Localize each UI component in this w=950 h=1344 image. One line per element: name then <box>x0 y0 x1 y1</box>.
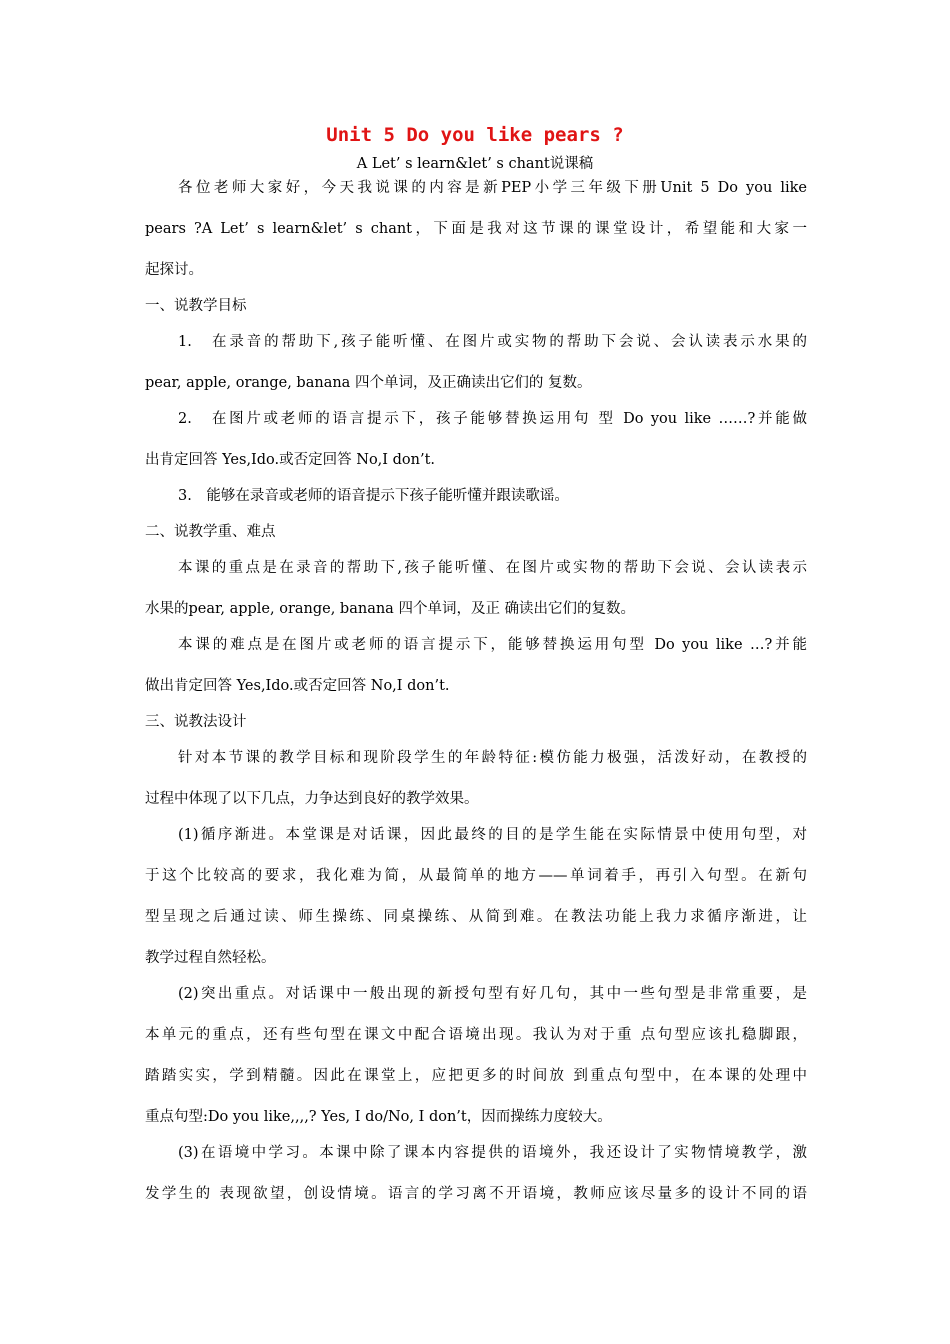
document-subtitle: A Let’ s learn&let’ s chant说课稿 <box>356 156 594 172</box>
key-point-line-2: 水果的pear, apple, orange, banana 四个单词，及正 确读出它们的复数。 <box>145 601 636 617</box>
objective-2-line-2: 出肯定回答 Yes,Ido.或否定回答 No,I don’t. <box>145 452 436 468</box>
objective-1-line-2: pear, apple, orange, banana 四个单词，及正确读出它们的 复数。 <box>145 375 592 391</box>
method-2-line-4: 重点句型:Do you like,,,,? Yes, I do/No, I don’t，因而操练力度较大。 <box>145 1109 612 1125</box>
methods-intro-line-1: 针对本节课的教学目标和现阶段学生的年龄特征:模仿能力极强，活泼好动，在教授的 <box>178 750 807 766</box>
difficulty-line-2: 做出肯定回答 Yes,Ido.或否定回答 No,I don’t. <box>145 678 450 694</box>
objective-1-line-1: 1. 在录音的帮助下,孩子能听懂、在图片或实物的帮助下会说、会认读表示水果的 <box>178 334 807 350</box>
method-2-line-2: 本单元的重点，还有些句型在课文中配合语境出现。我认为对于重 点句型应该扎稳脚跟， <box>145 1027 807 1043</box>
intro-line-3: 起探讨。 <box>145 262 203 278</box>
method-1-line-1: (1)循序渐进。本堂课是对话课，因此最终的目的是学生能在实际情景中使用句型，对 <box>178 827 807 843</box>
key-point-line-1: 本课的重点是在录音的帮助下,孩子能听懂、在图片或实物的帮助下会说、会认读表示 <box>178 560 807 576</box>
method-2-line-1: (2)突出重点。对话课中一般出现的新授句型有好几句，其中一些句型是非常重要，是 <box>178 986 807 1002</box>
section-heading-methods: 三、说教法设计 <box>145 714 247 730</box>
method-2-line-3: 踏踏实实，学到精髓。因此在课堂上，应把更多的时间放 到重点句型中，在本课的处理中 <box>145 1068 807 1084</box>
method-3-line-1: (3)在语境中学习。本课中除了课本内容提供的语境外，我还设计了实物情境教学，激 <box>178 1145 807 1161</box>
section-heading-objectives: 一、说教学目标 <box>145 298 247 314</box>
method-1-line-4: 教学过程自然轻松。 <box>145 950 276 966</box>
intro-line-1: 各位老师大家好，今天我说课的内容是新PEP小学三年级下册Unit 5 Do you like <box>178 180 807 196</box>
objective-3-line-1: 3. 能够在录音或老师的语音提示下孩子能听懂并跟读歌谣。 <box>178 488 569 504</box>
objective-2-line-1: 2. 在图片或老师的语言提示下，孩子能够替换运用句 型 Do you like ……?并能做 <box>178 411 807 427</box>
method-3-line-2: 发学生的 表现欲望，创设情境。语言的学习离不开语境，教师应该尽量多的设计不同的语 <box>145 1186 807 1202</box>
methods-intro-line-2: 过程中体现了以下几点，力争达到良好的教学效果。 <box>145 791 479 807</box>
intro-line-2: pears ?A Let’ s learn&let’ s chant，下面是我对这节课的课堂设计，希望能和大家一 <box>145 221 807 237</box>
section-heading-key-points: 二、说教学重、难点 <box>145 524 276 540</box>
method-1-line-3: 型呈现之后通过读、师生操练、同桌操练、从简到难。在教法功能上我力求循序渐进，让 <box>145 909 807 925</box>
difficulty-line-1: 本课的难点是在图片或老师的语言提示下，能够替换运用句型 Do you like …?并能 <box>178 637 807 653</box>
document-title: Unit 5 Do you like pears ? <box>326 124 624 146</box>
method-1-line-2: 于这个比较高的要求，我化难为简，从最简单的地方——单词着手，再引入句型。在新句 <box>145 868 807 884</box>
